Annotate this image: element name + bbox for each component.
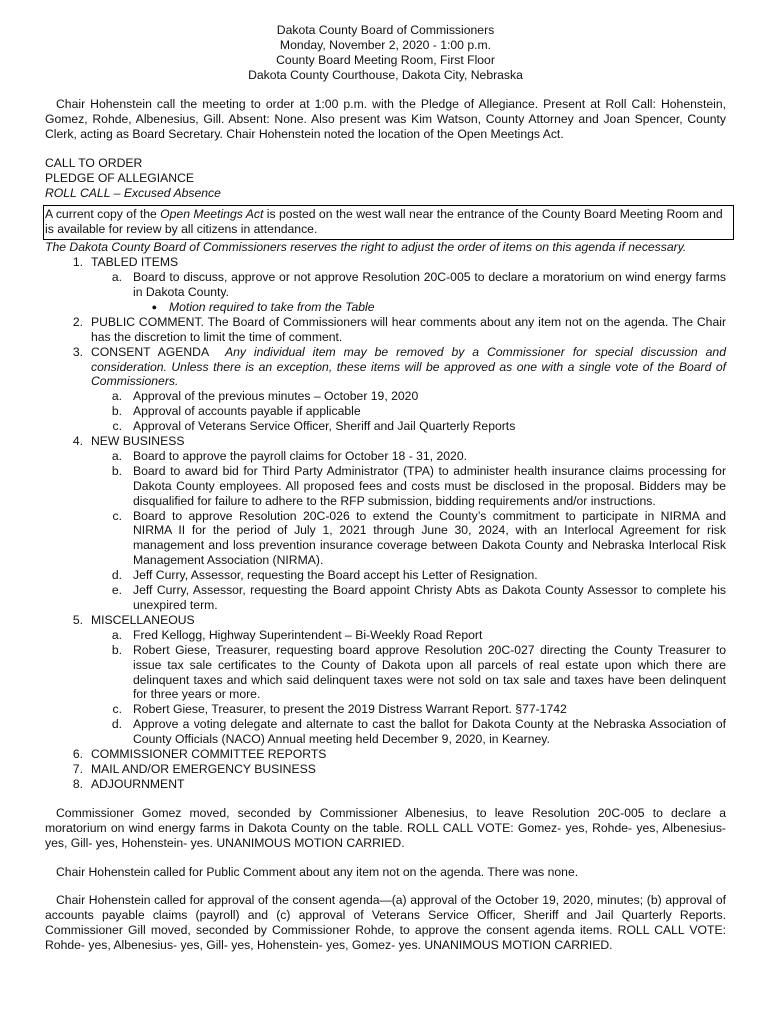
agenda-item: 3. CONSENT AGENDA Any individual item may be removed by a Commissioner for special discussion and consideration. Unless there is an exception, these items will be approved as one with a single vote of the Board of Commissioners. [72, 344, 726, 389]
agenda-subitem: b. Robert Giese, Treasurer, requesting board approve Resolution 20C-027 directing the County Treasurer to issue tax sale certificates to the County of Dakota upon all parcels of real estate upon which there are delinquent taxes and which said delinquent taxes were not sold on tax sale and taxes have been delinquent for three years or more. [111, 642, 726, 702]
pledge: PLEDGE OF ALLEGIANCE [45, 170, 195, 185]
meeting-room: County Board Meeting Room, First Floor [276, 53, 495, 67]
meeting-date: Monday, November 2, 2020 - 1:00 p.m. [279, 38, 492, 52]
agenda-subitem: a. Board to discuss, approve or not approve Resolution 20C-005 to declare a moratorium on wind energy farms in Dakota County. [111, 270, 726, 299]
agenda-subitem: c. Robert Giese, Treasurer, to present the 2019 Distress Warrant Report. §77-1742 [112, 702, 567, 717]
agenda-subitem: c. Approval of Veterans Service Officer, Sheriff and Jail Quarterly Reports [112, 419, 516, 434]
document-page [45, 23, 726, 953]
call-to-order: CALL TO ORDER [45, 155, 143, 170]
agenda-item: 8. ADJOURNMENT [72, 776, 185, 791]
agenda-subitem: d. Jeff Curry, Assessor, requesting the Board accept his Letter of Resignation. [111, 568, 538, 583]
agenda-subitem: a. Board to approve the payroll claims for October 18 - 31, 2020. [111, 448, 467, 463]
minutes-paragraph: Commissioner Gomez moved, seconded by Commissioner Albenesius, to leave Resolution 20C-005 to declare a moratorium on wind energy farms in Dakota County on the table. ROLL CALL VOTE: Gomez- yes, Rohde- yes, Albenesius- yes, Gill- yes, Hohenstein- yes. UNANIMOUS MOTION CARRIED. [45, 805, 726, 850]
agenda-item: 6. COMMISSIONER COMMITTEE REPORTS [72, 747, 327, 762]
agenda-subitem: a. Approval of the previous minutes – October 19, 2020 [111, 389, 419, 404]
agenda-subitem: e. Jeff Curry, Assessor, requesting the Board appoint Christy Abts as Dakota County Assessor to complete his unexpired term. [111, 583, 726, 612]
agenda-item: 2. PUBLIC COMMENT. The Board of Commissioners will hear comments about any item not on the agenda. The Chair has the discretion to limit the time of comment. [72, 314, 726, 344]
reserve-note: The Dakota County Board of Commissioners reserves the right to adjust the order of items on this agenda if necessary. [45, 240, 687, 255]
agenda-item: 4. NEW BUSINESS [72, 434, 185, 449]
open-meetings-notice: A current copy of the Open Meetings Act is posted on the west wall near the entrance of the County Board Meeting Room and is available for review by all citizens in attendance. [43, 205, 734, 240]
agenda-item: 1. TABLED ITEMS [72, 255, 179, 270]
agenda-subitem: d. Approve a voting delegate and alternate to cast the ballot for Dakota County at the Nebraska Association of County Officials (NACO) Annual meeting held December 9, 2020, in Kearney. [111, 717, 726, 747]
notice-emphasis: Open Meetings Act [160, 207, 264, 222]
agenda-subitem: b. Board to award bid for Third Party Administrator (TPA) to administer health insurance claims processing for Dakota County employees. All proposed fees and costs must be disclosed in the proposal. Bidders may be disqualified for failure to adhere to the RFP submission, bidding requirements and/or instructions. [111, 463, 726, 508]
agenda-subitem: b. Approval of accounts payable if applicable [111, 404, 361, 419]
agenda-bullet: ● Motion required to take from the Table [45, 300, 726, 315]
board-name: Dakota County Board of Commissioners [276, 23, 495, 37]
intro-paragraph: Chair Hohenstein call the meeting to order at 1:00 p.m. with the Pledge of Allegiance. Present at Roll Call: Hohenstein, Gomez, Rohde, Albenesius, Gill. Absent: None. Also present was Kim Watson, County Attorney and Joan Spencer, County Clerk, acting as Board Secretary. Chair Hohenstein noted the location of the Open Meetings Act. [45, 97, 726, 141]
agenda-item: 7. MAIL AND/OR EMERGENCY BUSINESS [72, 761, 316, 776]
minutes-paragraph: Chair Hohenstein called for Public Comment about any item not on the agenda. There was none. [56, 864, 579, 879]
minutes-paragraph: Chair Hohenstein called for approval of the consent agenda—(a) approval of the October 19, 2020, minutes; (b) approval of accounts payable claims (payroll) and (c) approval of Veterans Service Officer, Sheriff and Jail Quarterly Reports. Commissioner Gill moved, seconded by Commissioner Rohde, to approve the consent agenda items. ROLL CALL VOTE: Rohde- yes, Albenesius- yes, Gill- yes, Hohenstein- yes, Gomez- yes. UNANIMOUS MOTION CARRIED. [45, 893, 726, 953]
agenda-subitem: a. Fred Kellogg, Highway Superintendent – Bi-Weekly Road Report [111, 627, 483, 642]
agenda-subitem: c. Board to approve Resolution 20C-026 to extend the County’s commitment to participate in NIRMA and NIRMA II for the period of July 1, 2021 through June 30, 2024, with an Interlocal Agreement for risk management and loss prevention insurance coverage between Dakota County and Nebraska Interlocal Risk Management Association (NIRMA). [112, 508, 726, 568]
meeting-location: Dakota County Courthouse, Dakota City, Nebraska [248, 68, 523, 82]
roll-call: ROLL CALL – Excused Absence [45, 185, 221, 200]
agenda-list [45, 255, 726, 792]
meeting-header [45, 23, 726, 83]
bullet-icon: ● [151, 301, 157, 312]
agenda-item: 5. MISCELLANEOUS [72, 612, 195, 627]
